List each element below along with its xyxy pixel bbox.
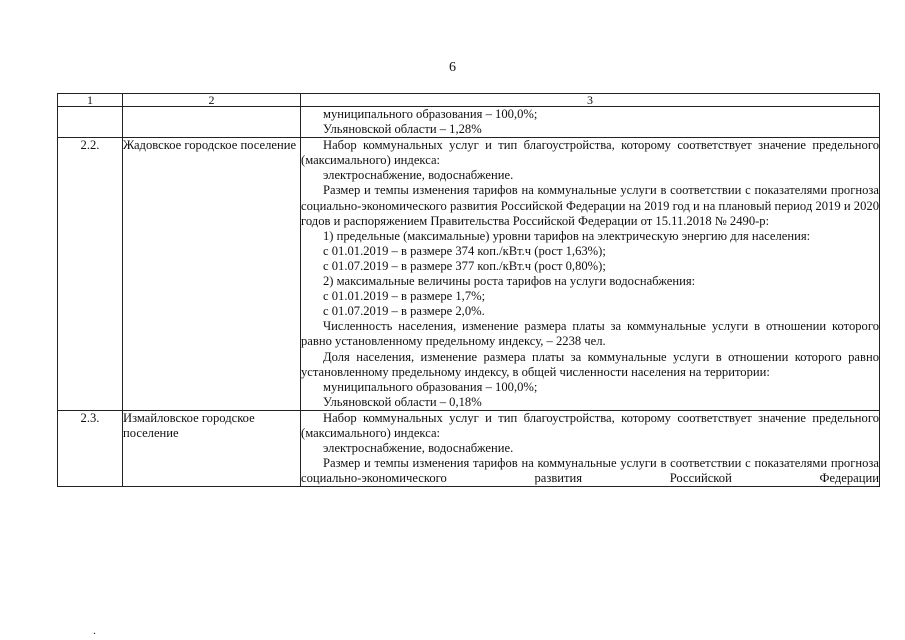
table-header-row — [58, 94, 880, 107]
data-table — [57, 93, 880, 487]
settlement-name-cell — [123, 107, 301, 138]
description-line: Набор коммунальных услуг и тип благоустройства, которому соответствует значение предельного (максимального) индекса: — [301, 410, 879, 440]
description-line: муниципального образования – 100,0%; — [323, 379, 538, 394]
footer-mark: . — [93, 623, 96, 637]
description-line: Ульяновской области – 1,28% — [323, 122, 482, 137]
table-row — [58, 107, 880, 138]
description-line: Ульяновской области – 0,18% — [323, 394, 482, 409]
row-number-cell: 2.3. — [58, 410, 123, 486]
description-line: с 01.01.2019 – в размере 1,7%; — [323, 289, 486, 304]
description-line: Размер и темпы изменения тарифов на коммунальные услуги в соответствии с показателями прогноза социально-экономического развития Российской Федерации на 2019 год и на плановый период 2019 и 2020 годов и распоряжением Правительства Российской Федерации от 15.11.2018 № 2490-р: — [301, 183, 879, 228]
description-line: с 01.01.2019 – в размере 374 коп./кВт.ч (рост 1,63%); — [323, 243, 606, 258]
description-line: электроснабжение, водоснабжение. — [323, 168, 514, 183]
description-line: Доля населения, изменение размера платы за коммунальные услуги в отношении которого равно установленному предельному индексу, в общей численности населения на территории: — [301, 349, 879, 379]
settlement-name-cell: Жадовское городское поселение — [123, 138, 301, 411]
row-number-cell: 2.2. — [58, 138, 123, 411]
table-row — [58, 138, 880, 411]
header-cell-2: 2 — [123, 94, 301, 107]
header-cell-1: 1 — [58, 94, 123, 107]
description-line: Набор коммунальных услуг и тип благоустройства, которому соответствует значение предельного (максимального) индекса: — [301, 138, 879, 168]
header-cell-3: 3 — [301, 94, 880, 107]
description-line: с 01.07.2019 – в размере 377 коп./кВт.ч (рост 0,80%); — [323, 258, 606, 273]
description-line: муниципального образования – 100,0%; — [323, 107, 538, 121]
page-number: 6 — [449, 60, 456, 75]
description-line: с 01.07.2019 – в размере 2,0%. — [323, 304, 485, 319]
description-line: 1) предельные (максимальные) уровни тарифов на электрическую энергию для населения: — [323, 228, 811, 243]
description-line: Численность населения, изменение размера платы за коммунальные услуги в отношении которого равно установленному предельному индексу, – 2238 чел. — [301, 319, 879, 349]
table-row — [58, 410, 880, 486]
description-cell — [301, 107, 880, 138]
settlement-name-cell: Измайловское городское поселение — [123, 410, 301, 486]
description-cell — [301, 138, 880, 411]
description-cell — [301, 410, 880, 486]
row-number-cell — [58, 107, 123, 138]
description-line: 2) максимальные величины роста тарифов на услуги водоснабжения: — [323, 274, 696, 289]
description-line: электроснабжение, водоснабжение. — [323, 441, 514, 456]
description-line: Размер и темпы изменения тарифов на коммунальные услуги в соответствии с показателями прогноза социально-экономического развития Российской Федерации — [301, 456, 879, 486]
